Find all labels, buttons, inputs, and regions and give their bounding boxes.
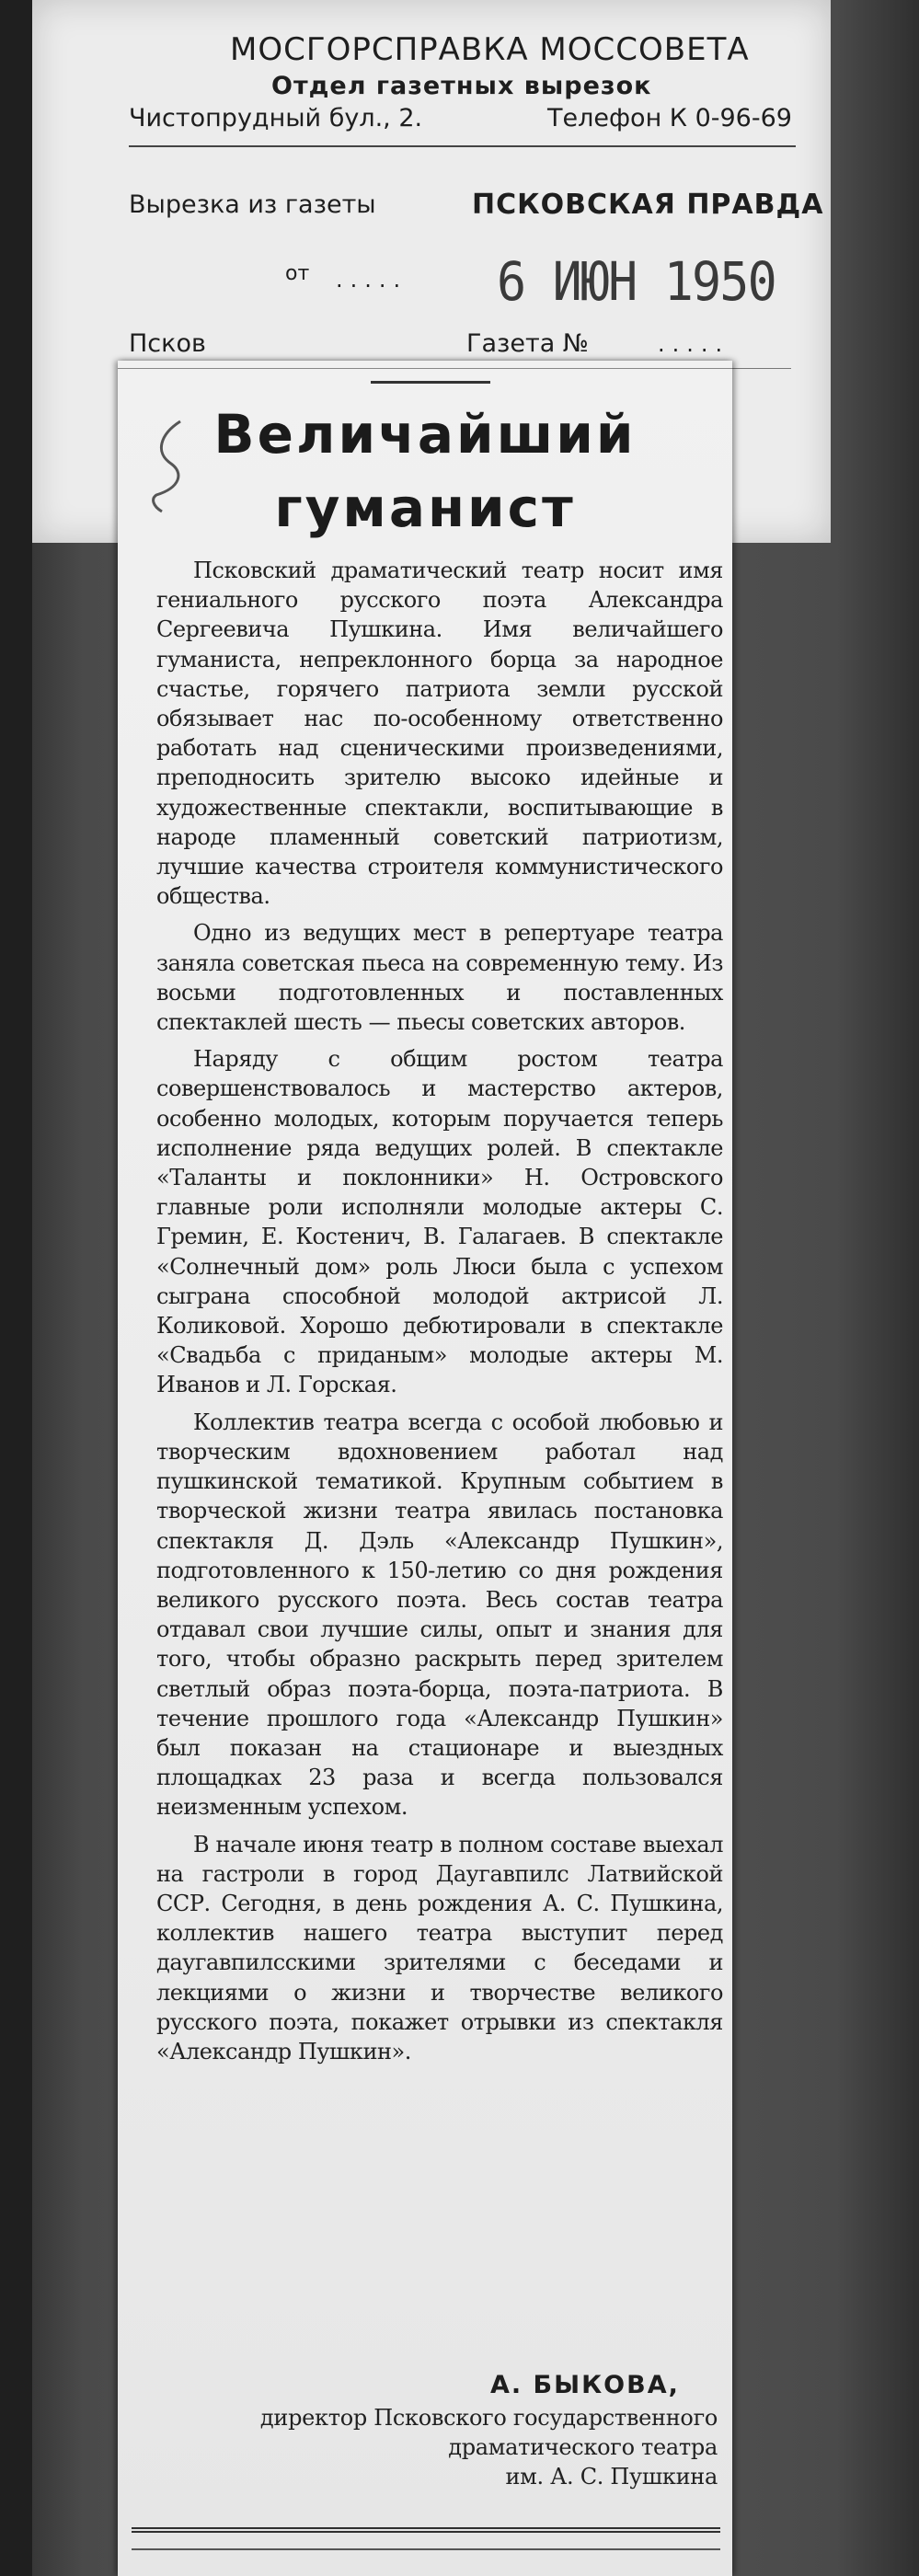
article-headline (118, 397, 732, 545)
clipping-bottom-rule-thin (132, 2548, 720, 2550)
newspaper-name: ПСКОВСКАЯ ПРАВДА (472, 189, 824, 221)
date-dots: ..... (336, 267, 408, 293)
address: Чистопрудный бул., 2. (129, 104, 423, 132)
phone: Телефон К 0-96-69 (547, 104, 792, 132)
gazette-number-label: Газета № (466, 329, 589, 358)
article-body (156, 556, 723, 2066)
organization-name: МОСГОРСПРАВКА МОССОВЕТА (230, 31, 750, 68)
author-title-line: директор Псковского государственного (259, 2405, 718, 2431)
from-label: от (285, 262, 310, 285)
paragraph: В начале июня театр в полном составе выехал на гастроли в город Даугавпилс Латвийской ССР. Сегодня, в день рождения А. С. Пушкина, коллектив нашего театра выступит перед даугавпилсскими зрителями с беседами и лекциями о жизни и творчестве великого русского поэта, покажет отрывки из спектакля «Александр Пушкин». (156, 1831, 723, 2064)
clipping-top-edge (118, 368, 732, 369)
clipping-top-rule (371, 381, 490, 384)
city: Псков (129, 329, 206, 358)
clipping-bottom-rule (132, 2527, 720, 2533)
paragraph: Наряду с общим ростом театра совершенствовалось и мастерство актеров, особенно молодых, которым поручается теперь исполнение ряда ведущих ролей. В спектакле «Таланты и поклонники» Н. Островского главные роли исполняли молодые актеры С. Гремин, Е. Костенич, В. Галагаев. В спектакле «Солнечный дом» роль Люси была с успехом сыграна способной молодой актрисой Л. Коликовой. Хорошо дебютировали в спектакле «Свадьба с приданым» молодые актеры М. Иванов и Л. Горская. (156, 1046, 723, 1398)
date-stamp: 6 ИЮН 1950 (497, 250, 775, 313)
paragraph: Одно из ведущих мест в репертуаре театра заняла советская пьеса на современную тему. Из восьми подготовленных и поставленных спектаклей шесть — пьесы советских авторов. (156, 920, 723, 1036)
author-title-line: им. А. С. Пушкина (505, 2464, 718, 2490)
author-name: А. БЫКОВА, (490, 2371, 680, 2399)
gazette-number-dots: ..... (658, 331, 730, 357)
department-name: Отдел газетных вырезок (271, 72, 652, 100)
headline-line-1: Величайший (213, 403, 637, 466)
paragraph: Коллектив театра всегда с особой любовью и творческим вдохновением работал над пушкинской тематикой. Крупным событием в творческой жизни театра явилась постановка спектакля Д. Дэль «Александр Пушкин», подготовленного к 150-летию со дня рождения великого русского поэта. Весь состав театра отдавал свои лучшие силы, опыт и знания для того, чтобы образно раскрыть перед зрителем светлый образ поэта-борца, поэта-патриота. В течение прошлого года «Александр Пушкин» был показан на стационаре и выездных площадках 23 раза и всегда пользовался неизменным успехом. (156, 1409, 723, 1821)
author-title (147, 2403, 718, 2491)
header-divider (129, 145, 796, 147)
cutting-label: Вырезка из газеты (129, 190, 376, 219)
scan-edge (0, 0, 32, 2576)
paragraph: Псковский драматический театр носит имя гениального русского поэта Александра Сергеевича Пушкина. Имя величайшего гуманиста, непреклонного борца за народное счастье, горячего патриота земли русской обязывает нас по-особенному ответственно работать над сценическими произведениями, преподносить зрителю высоко идейные и художественные спектакли, воспитывающие в народе пламенный советский патриотизм, лучшие качества строителя коммунистического общества. (156, 558, 723, 910)
headline-line-2: гуманист (274, 477, 576, 539)
author-title-line: драматического театра (448, 2434, 718, 2460)
newspaper-clipping (118, 361, 732, 2576)
